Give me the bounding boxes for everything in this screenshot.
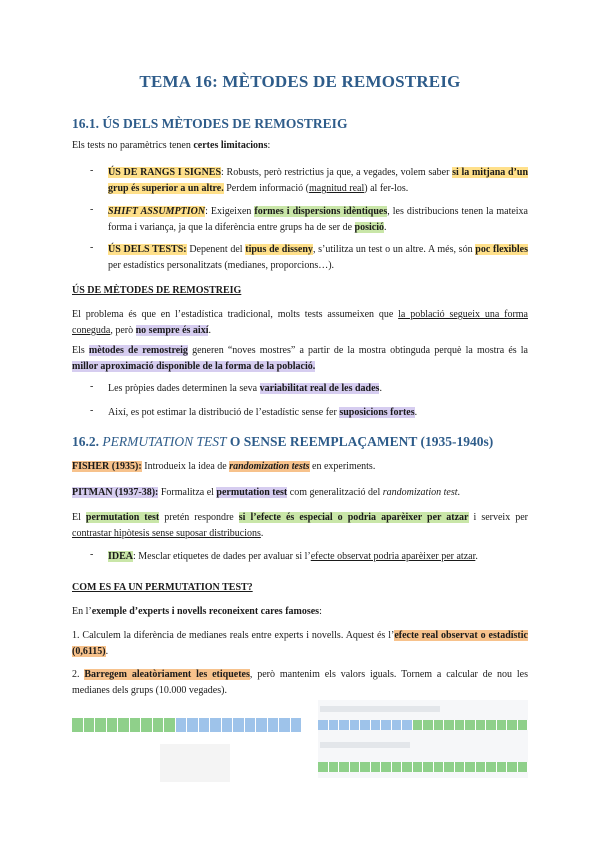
paragraph-exemple: En l’exemple d’experts i novells reconeixent cares famoses: — [72, 606, 322, 617]
paragraph-intro: Els tests no paramètrics tenen certes limitacions: — [72, 140, 271, 151]
code-screenshot-right — [318, 700, 528, 778]
section-heading-16-2: 16.2. PERMUTATION TEST O SENSE REEMPLAÇAMENT (1935-1940s) — [72, 434, 494, 449]
bullet-idea: IDEA: Mesclar etiquetes de dades per avaluar si l’efecte observat podria aparèixer per atzar. — [108, 551, 478, 562]
bullet-us-tests: ÚS DELS TESTS: Depenent del tipus de disseny, s’utilitza un test o un altre. A més, són poc flexibles per estadístics personalitzats (medianes, proporcions…). — [108, 244, 528, 271]
code-line — [320, 742, 410, 748]
paragraph-step-2: 2. Barregem aleatòriament les etiquetes, però mantenim els valors iguals. Tornem a calcular de nou les medianes dels grups (10.000 vegades). — [72, 669, 528, 696]
section-heading-16-1: 16.1. ÚS DELS MÈTODES DE REMOSTREIG — [72, 116, 348, 131]
page-title: TEMA 16: MÈTODES DE REMOSTREIG — [139, 72, 461, 91]
bullet-dash: - — [90, 405, 94, 416]
paragraph-step-1: 1. Calculem la diferència de medianes reals entre experts i novells. Aquest és l’efecte real observat o estadístic (0,6115). — [72, 630, 528, 657]
code-output-snippet — [160, 744, 230, 782]
bullet-dash: - — [90, 549, 94, 560]
paragraph-problema: El problema és que en l’estadística tradicional, molts tests assumeixen que la població segueix una forma coneguda, però no sempre és així. — [72, 309, 528, 336]
data-strip-original — [72, 718, 302, 732]
bullet-dash: - — [90, 242, 94, 253]
bullet-dash: - — [90, 381, 94, 392]
paragraph-metodes-remostreig: Els mètodes de remostreig generen “noves mostres” a partir de la mostra obtinguda perquè la mostra és la millor aproximació disponible de la forma de la població. — [72, 345, 528, 372]
code-line — [320, 706, 440, 712]
paragraph-permutation-test: El permutation test pretén respondre si l’efecte és especial o podria aparèixer per atzar i serveix per contrastar hipòtesis sense suposar distribucions. — [72, 512, 528, 539]
subheading-us-metodes: ÚS DE MÈTODES DE REMOSTREIG — [72, 285, 242, 296]
data-strip-shuffled-1 — [318, 720, 528, 730]
subheading-com-es-fa: COM ES FA UN PERMUTATION TEST? — [72, 582, 253, 593]
bullet-rangs-signes: ÚS DE RANGS I SIGNES: Robusts, però restrictius ja que, a vegades, volem saber si la mitjana d’un grup és superior a un altre. Perdem informació (magnitud real) al fer-los. — [108, 167, 529, 194]
paragraph-pitman: PITMAN (1937-38): Formalitza el permutation test com generalització del randomization test. — [72, 487, 460, 498]
bullet-dash: - — [90, 165, 94, 176]
bullet-dash: - — [90, 204, 94, 215]
data-strip-cells — [72, 718, 302, 732]
data-strip-shuffled-2 — [318, 762, 528, 772]
bullet-suposicions: Així, es pot estimar la distribució de l’estadístic sense fer suposicions fortes. — [108, 407, 418, 418]
bullet-shift-assumption: SHIFT ASSUMPTION: Exigeixen formes i dispersions idèntiques, les distribucions tenen la mateixa forma i variança, ja que la diferència entre grups ha de ser de posició. — [108, 206, 528, 233]
paragraph-fisher: FISHER (1935): Introdueix la idea de randomization tests en experiments. — [72, 461, 376, 472]
bullet-variabilitat: Les pròpies dades determinen la seva variabilitat real de les dades. — [108, 383, 382, 394]
